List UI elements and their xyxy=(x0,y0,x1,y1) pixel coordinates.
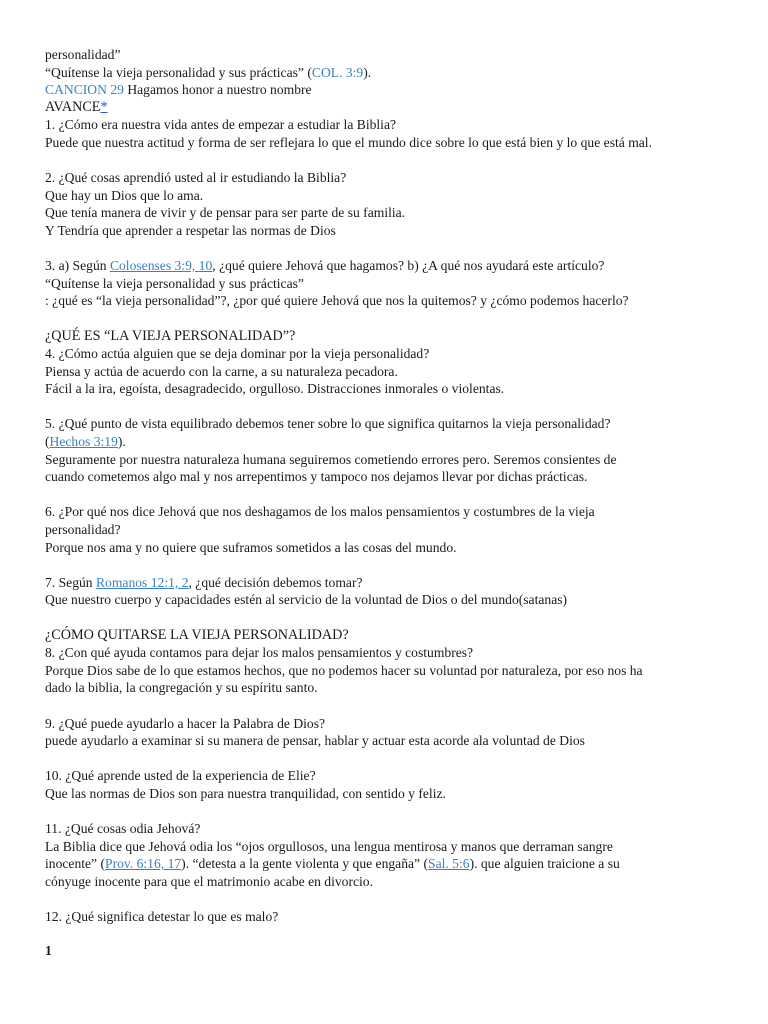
answer-3-line: “Quítense la vieja personalidad y sus prácticas” xyxy=(45,275,304,291)
page-number: 1 xyxy=(45,943,52,958)
answer-9: puede ayudarlo a examinar si su manera de pensar, hablar y actuar esta acorde ala voluntad de Dios xyxy=(45,733,585,749)
scripture-link-salmos[interactable]: Sal. 5:6 xyxy=(428,856,470,872)
answer-11-line: La Biblia dice que Jehová odia los “ojos orgullosos, una lengua mentirosa y manos que derraman sangre xyxy=(45,838,613,854)
song-label: CANCION 29 xyxy=(45,82,124,98)
song-line: CANCION 29 Hagamos honor a nuestro nombre xyxy=(45,82,312,98)
scripture-link-col-3-9[interactable]: COL. 3:9 xyxy=(311,64,364,80)
avance-heading: AVANCE* xyxy=(45,98,108,115)
avance-footnote-link[interactable]: * xyxy=(100,98,108,115)
scripture-link-hechos[interactable]: Hechos 3:19 xyxy=(49,434,118,450)
answer-7: Que nuestro cuerpo y capacidades estén al servicio de la voluntad de Dios o del mundo(satanas) xyxy=(45,592,568,608)
answer-10: Que las normas de Dios son para nuestra tranquilidad, con sentido y feliz. xyxy=(45,785,446,801)
answer-2-line: Y Tendría que aprender a respetar las normas de Dios xyxy=(45,222,336,238)
answer-2-line: Que tenía manera de vivir y de pensar para ser parte de su familia. xyxy=(45,205,406,221)
answer-11-line: cónyuge inocente para que el matrimonio acabe en divorcio. xyxy=(45,873,374,889)
question-2: 2. ¿Qué cosas aprendió usted al ir estudiando la Biblia? xyxy=(45,170,347,186)
scripture-link-colosenses[interactable]: Colosenses 3:9, 10 xyxy=(109,258,213,274)
answer-11-line: inocente” (Prov. 6:16, 17). “detesta a la gente violenta y que engaña” (Sal. 5:6). que alguien traicione a su xyxy=(45,856,620,872)
answer-5-line: Seguramente por nuestra naturaleza humana seguiremos cometiendo errores pero. Seremos consientes de xyxy=(45,451,617,467)
question-5: 5. ¿Qué punto de vista equilibrado debemos tener sobre lo que significa quitarnos la vieja personalidad? xyxy=(45,416,611,432)
scripture-link-proverbios[interactable]: Prov. 6:16, 17 xyxy=(105,856,182,872)
question-10: 10. ¿Qué aprende usted de la experiencia de Elie? xyxy=(45,768,316,784)
answer-2-line: Que hay un Dios que lo ama. xyxy=(45,187,204,203)
answer-8-line: dado la biblia, la congregación y su espíritu santo. xyxy=(45,680,318,696)
answer-8-line: Porque Dios sabe de lo que estamos hechos, que no podemos hacer su voluntad por naturaleza, por eso nos ha xyxy=(45,662,643,678)
question-6: 6. ¿Por qué nos dice Jehová que nos deshagamos de los malos pensamientos y costumbres de la vieja xyxy=(45,504,595,520)
answer-4-line: Fácil a la ira, egoísta, desagradecido, orgulloso. Distracciones inmorales o violentas. xyxy=(45,381,505,397)
question-12: 12. ¿Qué significa detestar lo que es malo? xyxy=(45,909,279,925)
answer-4-line: Piensa y actúa de acuerdo con la carne, a su naturaleza pecadora. xyxy=(45,363,398,379)
text-line: personalidad” xyxy=(45,47,121,62)
scripture-link-romanos[interactable]: Romanos 12:1, 2 xyxy=(95,574,189,590)
question-8: 8. ¿Con qué ayuda contamos para dejar los malos pensamientos y costumbres? xyxy=(45,645,474,661)
answer-6: Porque nos ama y no quiere que suframos sometidos a las cosas del mundo. xyxy=(45,539,457,555)
question-1: 1. ¿Cómo era nuestra vida antes de empezar a estudiar la Biblia? xyxy=(45,117,397,133)
question-6-cont: personalidad? xyxy=(45,522,121,538)
question-9: 9. ¿Qué puede ayudarlo a hacer la Palabra de Dios? xyxy=(45,715,326,731)
answer-5-line: cuando cometemos algo mal y nos arrepentimos y tampoco nos dejamos llevar por dichas prácticas. xyxy=(45,469,588,485)
question-5-ref: (Hechos 3:19). xyxy=(45,434,126,450)
text-line: “Quítense la vieja personalidad y sus prácticas” (COL. 3:9). xyxy=(45,64,372,80)
question-4: 4. ¿Cómo actúa alguien que se deja dominar por la vieja personalidad? xyxy=(45,346,430,362)
answer-1: Puede que nuestra actitud y forma de ser reflejara lo que el mundo dice sobre lo que está bien y lo que está mal. xyxy=(45,134,652,150)
question-11: 11. ¿Qué cosas odia Jehová? xyxy=(45,821,201,837)
question-7: 7. Según Romanos 12:1, 2, ¿qué decisión debemos tomar? xyxy=(45,574,363,590)
section-heading: ¿CÓMO QUITARSE LA VIEJA PERSONALIDAD? xyxy=(45,626,349,643)
section-heading: ¿QUÉ ES “LA VIEJA PERSONALIDAD”? xyxy=(45,327,296,344)
answer-3-line: : ¿qué es “la vieja personalidad”?, ¿por qué quiere Jehová que nos la quitemos? y ¿cómo podemos hacerlo? xyxy=(45,293,629,309)
question-3: 3. a) Según Colosenses 3:9, 10, ¿qué quiere Jehová que hagamos? b) ¿A qué nos ayudará este artículo? xyxy=(45,258,605,274)
